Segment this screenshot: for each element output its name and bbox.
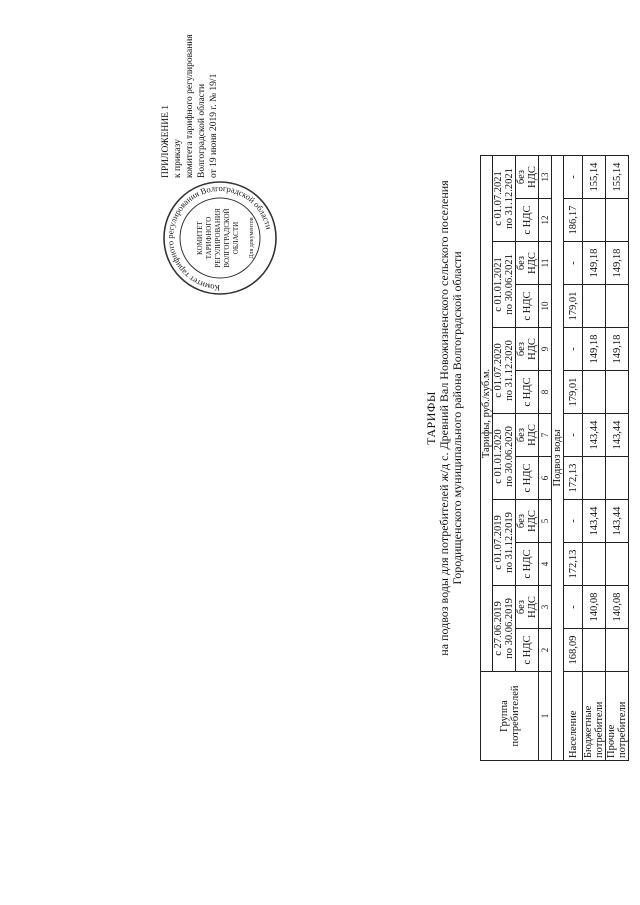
tariff-value-cell: - [564, 156, 583, 199]
vat-header-row [516, 156, 539, 761]
tariff-value-cell: 140,08 [606, 586, 629, 629]
tariff-value-cell [606, 457, 629, 500]
official-stamp [160, 178, 280, 298]
with-vat-header: с НДС [516, 629, 539, 672]
column-number: 1 [539, 672, 552, 761]
tariff-value-cell: - [564, 242, 583, 285]
tariff-table-body [552, 156, 629, 761]
column-number: 2 [539, 629, 552, 672]
tariffs-header: Тарифы, руб./куб.м. [481, 156, 493, 672]
stamp-center-line: ОБЛАСТИ [232, 221, 240, 255]
tariff-value-cell: 172,13 [564, 543, 583, 586]
column-number: 11 [539, 242, 552, 285]
stamp-center-line: ТАРИФНОГО [205, 216, 213, 260]
tariff-value-cell: - [564, 328, 583, 371]
column-number: 13 [539, 156, 552, 199]
appendix-committee: комитета тарифного регулирования [185, 34, 195, 178]
tariff-value-cell [583, 543, 606, 586]
tariff-table [480, 155, 629, 761]
tariff-value-cell: 155,14 [606, 156, 629, 199]
rotated-document-sheet [160, 34, 628, 768]
column-number: 4 [539, 543, 552, 586]
period-to: по 31.12.2020 [504, 340, 515, 401]
consumer-group-cell: Бюджетные потребители [583, 672, 606, 761]
table-row [564, 156, 583, 761]
tariff-value-cell: 168,09 [564, 629, 583, 672]
with-vat-header: с НДС [516, 543, 539, 586]
with-vat-header: с НДС [516, 371, 539, 414]
tariff-value-cell: 143,44 [583, 414, 606, 457]
column-number-row [539, 156, 552, 761]
tariff-value-cell: 172,13 [564, 457, 583, 500]
document-heading: ТАРИФЫ [424, 391, 438, 445]
tariff-value-cell: 186,17 [564, 199, 583, 242]
without-vat-header: без НДС [516, 414, 539, 457]
tariff-value-cell: 179,01 [564, 285, 583, 328]
tariff-value-cell: 155,14 [583, 156, 606, 199]
table-row [606, 156, 629, 761]
tariff-value-cell: 143,44 [606, 500, 629, 543]
document-subtitle-line2: Городищенского муниципального района Волгоградской области [450, 251, 464, 585]
tariff-value-cell: 179,01 [564, 371, 583, 414]
group-header: Группа потребителей [481, 672, 539, 761]
column-number: 7 [539, 414, 552, 457]
tariff-value-cell [583, 457, 606, 500]
with-vat-header: с НДС [516, 457, 539, 500]
column-number: 12 [539, 199, 552, 242]
tariff-value-cell: 149,18 [583, 242, 606, 285]
period-from: с 01.07.2020 [493, 343, 504, 398]
stamp-ring-text: Комитет тарифного регулирования Волгоградской области [164, 182, 275, 294]
tariff-value-cell: 149,18 [606, 328, 629, 371]
with-vat-header: с НДС [516, 285, 539, 328]
period-header [493, 156, 516, 242]
tariff-value-cell: 140,08 [583, 586, 606, 629]
period-header [493, 586, 516, 672]
tariff-value-cell [606, 199, 629, 242]
column-number: 10 [539, 285, 552, 328]
tariff-value-cell: 149,18 [583, 328, 606, 371]
period-from: с 01.07.2019 [493, 515, 504, 570]
period-header [493, 242, 516, 328]
tariff-value-cell [583, 371, 606, 414]
period-header [493, 414, 516, 500]
tariff-value-cell: - [564, 500, 583, 543]
document-title-block [425, 68, 464, 768]
stamp-center-line: ВОЛГОГРАДСКОЙ [223, 208, 231, 268]
section-label: Подвоз воды [552, 156, 564, 761]
appendix-date: от 19 июня 2019 г. № 19/1 [209, 73, 219, 178]
without-vat-header: без НДС [516, 586, 539, 629]
period-to: по 31.12.2021 [504, 168, 515, 229]
consumer-group-cell: Население [564, 672, 583, 761]
without-vat-header: без НДС [516, 156, 539, 199]
stamp-center-line: КОМИТЕТ [196, 221, 204, 255]
tariff-value-cell: - [564, 586, 583, 629]
tariff-value-cell [583, 629, 606, 672]
table-row [583, 156, 606, 761]
consumer-group-cell: Прочие потребители [606, 672, 629, 761]
period-from: с 01.07.2021 [493, 171, 504, 226]
section-row [552, 156, 564, 761]
tariff-value-cell [606, 629, 629, 672]
period-to: по 30.06.2019 [504, 598, 515, 659]
period-from: с 01.01.2020 [493, 429, 504, 484]
appendix-title: ПРИЛОЖЕНИЕ 1 [161, 104, 171, 178]
period-from: с 27.06.2019 [493, 601, 504, 656]
column-number: 3 [539, 586, 552, 629]
tariff-value-cell: 143,44 [583, 500, 606, 543]
tariff-value-cell [606, 543, 629, 586]
tariff-value-cell [583, 285, 606, 328]
period-to: по 31.12.2019 [504, 512, 515, 573]
tariff-value-cell [606, 371, 629, 414]
period-to: по 30.06.2021 [504, 254, 515, 315]
without-vat-header: без НДС [516, 242, 539, 285]
without-vat-header: без НДС [516, 328, 539, 371]
stamp-docs-label: Для документов [249, 217, 255, 259]
column-number: 8 [539, 371, 552, 414]
tariff-value-cell [583, 199, 606, 242]
period-header-row [493, 156, 516, 761]
period-header [493, 328, 516, 414]
tariff-value-cell: - [564, 414, 583, 457]
column-number: 5 [539, 500, 552, 543]
document-subtitle-line1: на подвоз воды для потребителей ж/д с. Древний Вал Новожизненского сельского поселения [437, 180, 451, 656]
appendix-order-ref: к приказу [173, 139, 183, 178]
without-vat-header: без НДС [516, 500, 539, 543]
period-from: с 01.01.2021 [493, 257, 504, 312]
period-to: по 30.06.2020 [504, 426, 515, 487]
tariff-value-cell: 143,44 [606, 414, 629, 457]
appendix-block [160, 0, 220, 178]
column-number: 6 [539, 457, 552, 500]
with-vat-header: с НДС [516, 199, 539, 242]
column-number: 9 [539, 328, 552, 371]
tariff-value-cell [606, 285, 629, 328]
stamp-center-line: РЕГУЛИРОВАНИЯ [214, 208, 222, 268]
period-header [493, 500, 516, 586]
tariff-value-cell: 149,18 [606, 242, 629, 285]
appendix-region: Волгоградской области [197, 83, 207, 178]
